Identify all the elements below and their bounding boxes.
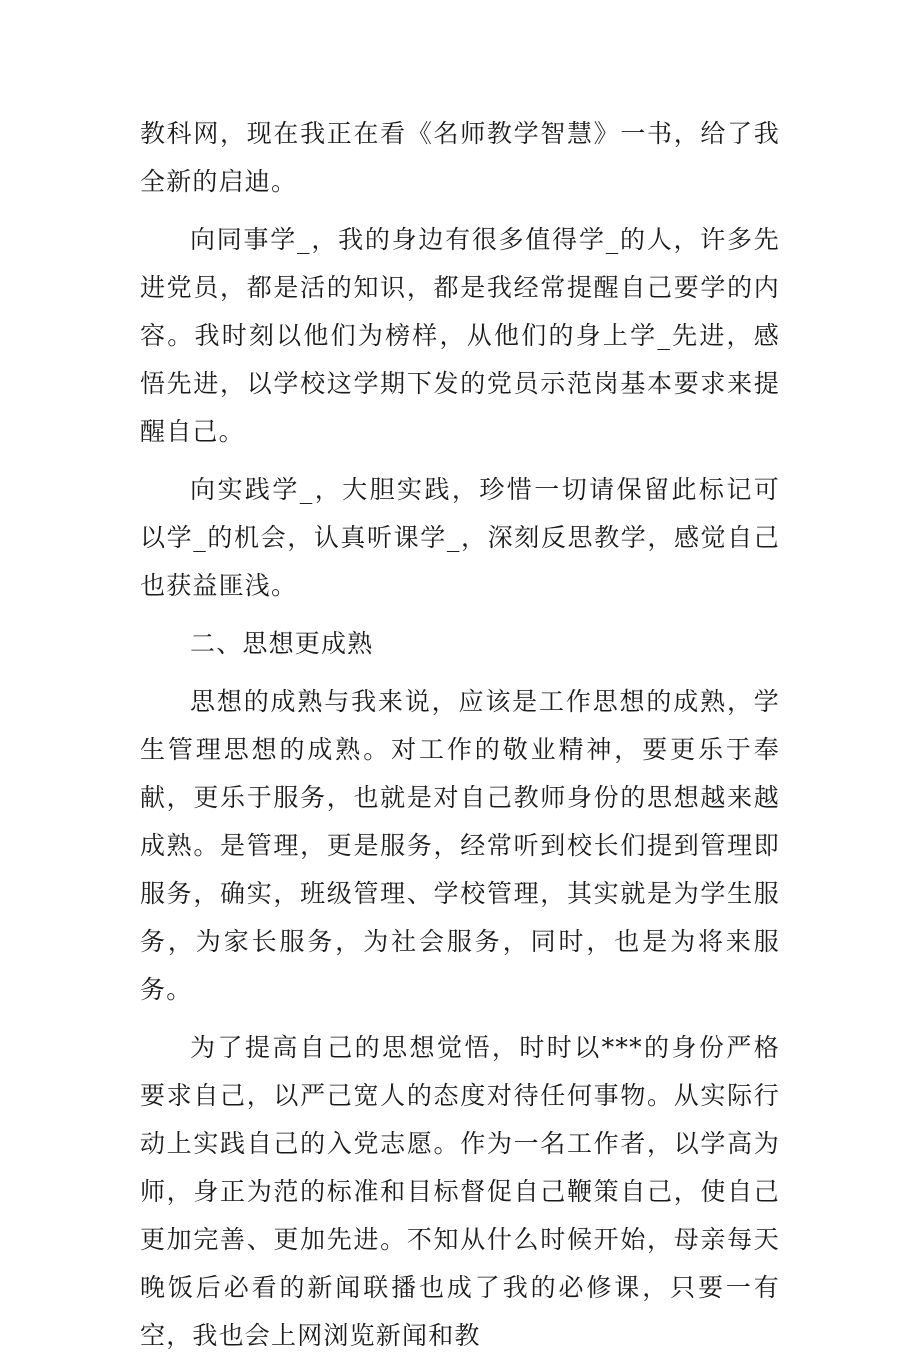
- paragraph-2: 向同事学_，我的身边有很多值得学_的人，许多先进党员，都是活的知识，都是我经常提醒自己要学的内容。我时刻以他们为榜样，从他们的身上学_先进，感悟先进，以学校这学期下发的党员示范岗基本要求来提醒自己。: [140, 225, 780, 446]
- paragraph-1: 教科网，现在我正在看《名师教学智慧》一书，给了我全新的启迪。: [140, 119, 780, 196]
- paragraph-5: 为了提高自己的思想觉悟，时时以***的身份严格要求自己，以严己宽人的态度对待任何事物。从实际行动上实践自己的入党志愿。作为一名工作者，以学高为师，身正为范的标准和目标督促自己鞭策自己，使自己更加完善、更加先进。不知从什么时候开始，母亲每天晚饭后必看的新闻联播也成了我的必修课，只要一有空，我也会上网浏览新闻和教: [140, 1033, 780, 1350]
- paragraph-3: 向实践学_，大胆实践，珍惜一切请保留此标记可以学_的机会，认真听课学_，深刻反思教学，感觉自己也获益匪浅。: [140, 475, 780, 600]
- paragraph-4: 思想的成熟与我来说，应该是工作思想的成熟，学生管理思想的成熟。对工作的敬业精神，要更乐于奉献，更乐于服务，也就是对自己教师身份的思想越来越成熟。是管理，更是服务，经常听到校长们提到管理即服务，确实，班级管理、学校管理，其实就是为学生服务，为家长服务，为社会服务，同时，也是为将来服务。: [140, 687, 780, 1004]
- document-page: [140, 110, 780, 1370]
- section-heading: 二、思想更成熟: [190, 629, 374, 658]
